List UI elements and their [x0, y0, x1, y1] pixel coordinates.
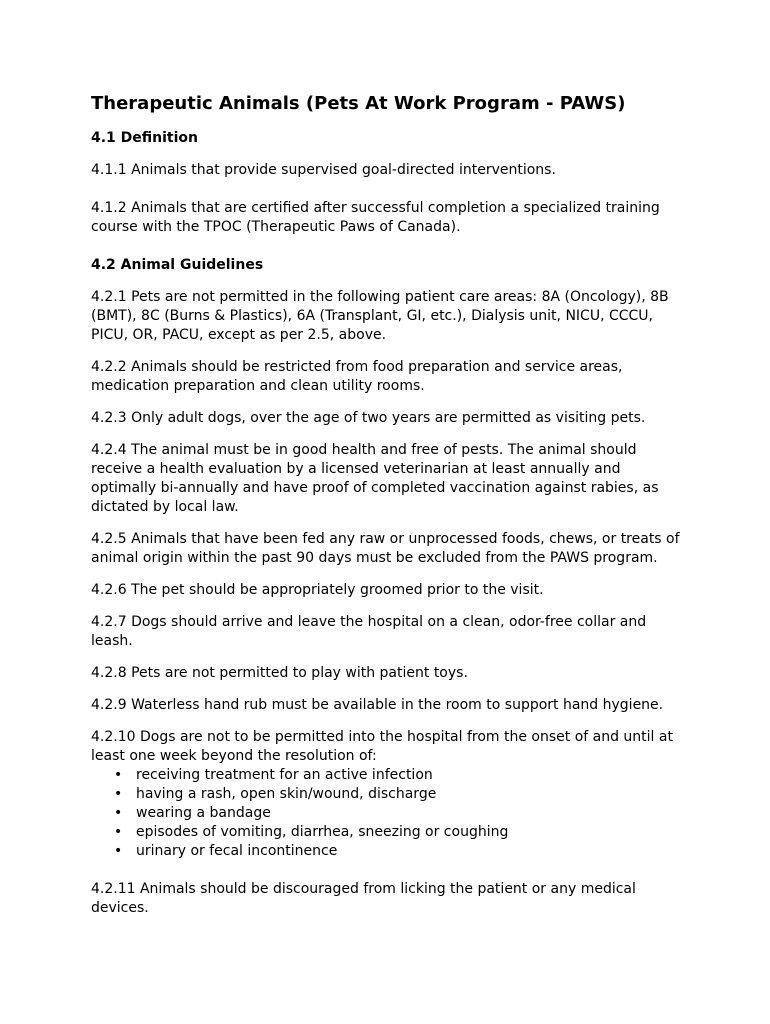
bullet-glyph: •: [114, 843, 123, 859]
exclusion-list: [91, 766, 686, 861]
paragraph-4-1-1: 4.1.1 Animals that provide supervised goal-directed interventions.: [91, 162, 556, 178]
paragraph-4-2-2: 4.2.2 Animals should be restricted from food preparation and service areas, medication preparation and clean utility rooms.: [91, 359, 623, 394]
paragraph-4-2-4: 4.2.4 The animal must be in good health and free of pests. The animal should receive a health evaluation by a licensed veterinarian at least annually and optimally bi-annually and have proof of completed vaccination against rabies, as dictated by local law.: [91, 442, 659, 515]
paragraph-4-1-2: 4.1.2 Animals that are certified after successful completion a specialized training course with the TPOC (Therapeutic Paws of Canada).: [91, 200, 660, 235]
bullet-glyph: •: [114, 767, 123, 783]
list-item: [114, 766, 686, 785]
list-item: [114, 804, 686, 823]
list-item-text: wearing a bandage: [136, 805, 271, 821]
list-item-text: having a rash, open skin/wound, discharge: [136, 786, 437, 802]
list-item-text: urinary or fecal incontinence: [136, 843, 338, 859]
section-heading-animal-guidelines: 4.2 Animal Guidelines: [91, 257, 264, 273]
paragraph-4-2-1: 4.2.1 Pets are not permitted in the following patient care areas: 8A (Oncology), 8B (BMT), 8C (Burns & Plastics), 6A (Transplant, GI, etc.), Dialysis unit, NICU, CCCU, PICU, OR, PACU, except as per 2.5, above.: [91, 289, 669, 343]
list-item: [114, 842, 686, 861]
paragraph-4-2-11: 4.2.11 Animals should be discouraged from licking the patient or any medical devices.: [91, 881, 636, 916]
list-item: [114, 823, 686, 842]
paragraph-4-2-9: 4.2.9 Waterless hand rub must be available in the room to support hand hygiene.: [91, 697, 664, 713]
list-item-text: receiving treatment for an active infection: [136, 767, 433, 783]
paragraph-4-2-6: 4.2.6 The pet should be appropriately groomed prior to the visit.: [91, 582, 544, 598]
section-heading-definition: 4.1 Definition: [91, 130, 199, 146]
paragraph-4-2-3: 4.2.3 Only adult dogs, over the age of two years are permitted as visiting pets.: [91, 410, 646, 426]
page-title: Therapeutic Animals (Pets At Work Program - PAWS): [91, 93, 626, 114]
list-item-text: episodes of vomiting, diarrhea, sneezing or coughing: [136, 824, 509, 840]
bullet-glyph: •: [114, 786, 123, 802]
bullet-glyph: •: [114, 805, 123, 821]
paragraph-4-2-7: 4.2.7 Dogs should arrive and leave the hospital on a clean, odor-free collar and leash.: [91, 614, 647, 649]
paragraph-4-2-8: 4.2.8 Pets are not permitted to play with patient toys.: [91, 665, 468, 681]
paragraph-4-2-5: 4.2.5 Animals that have been fed any raw or unprocessed foods, chews, or treats of animal origin within the past 90 days must be excluded from the PAWS program.: [91, 531, 680, 566]
bullet-glyph: •: [114, 824, 123, 840]
paragraph-4-2-10: 4.2.10 Dogs are not to be permitted into the hospital from the onset of and until at least one week beyond the resolution of:: [91, 729, 673, 764]
list-item: [114, 785, 686, 804]
